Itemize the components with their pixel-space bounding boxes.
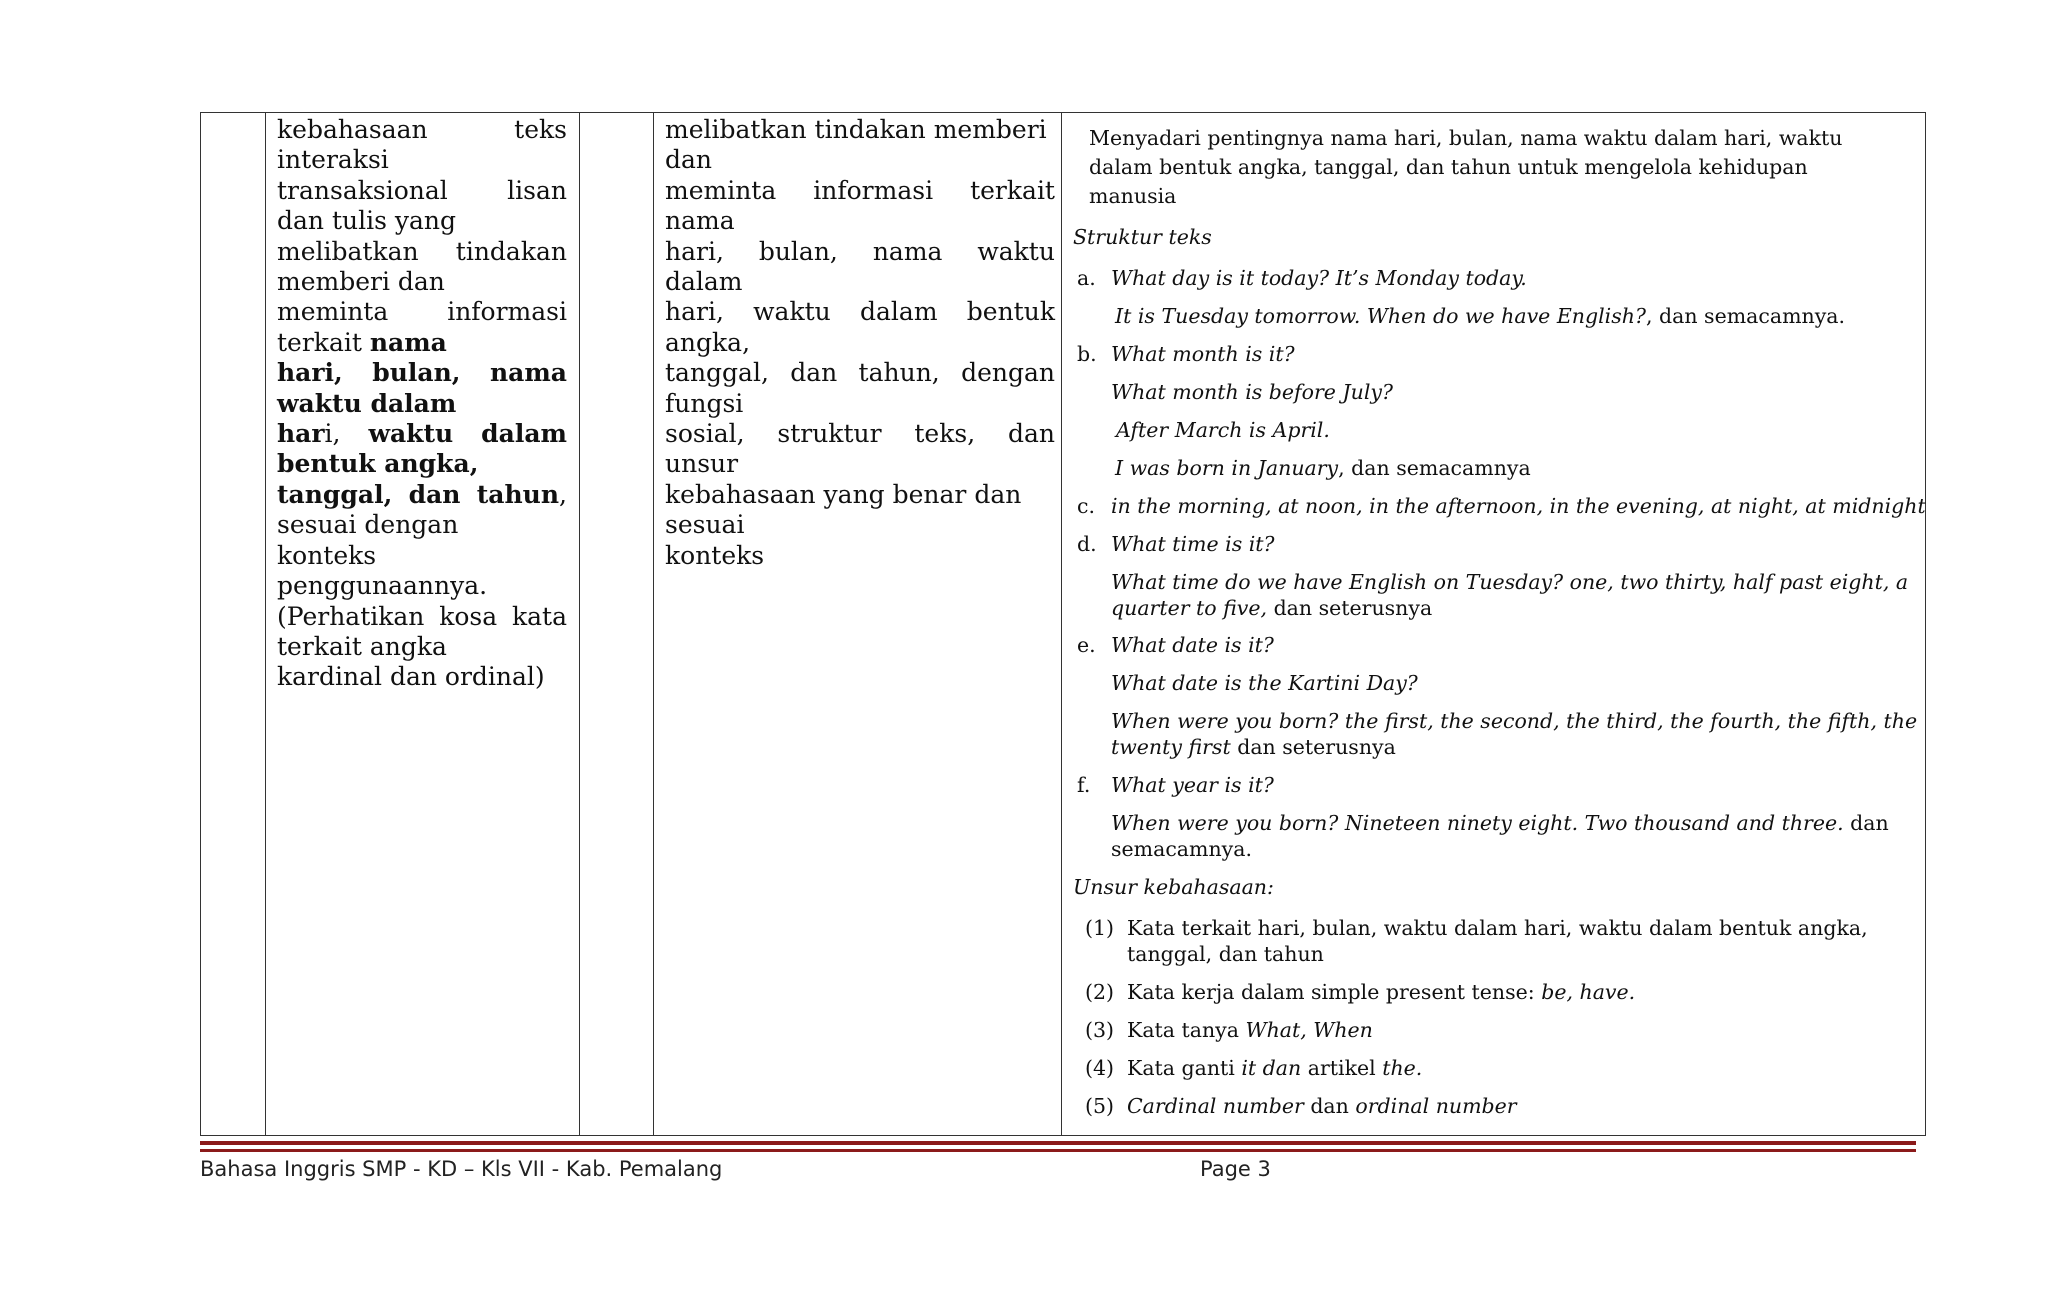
text: kardinal dan ordinal) bbox=[277, 662, 545, 692]
text: memberi dan bbox=[277, 267, 445, 297]
text: har bbox=[277, 419, 325, 449]
list-marker: b. bbox=[1077, 342, 1097, 366]
text: teks, bbox=[914, 419, 976, 449]
text: dan bbox=[408, 479, 461, 509]
text: nama bbox=[665, 206, 735, 236]
text: dan bbox=[790, 358, 838, 388]
text: teks bbox=[514, 115, 567, 144]
intro-text: manusia bbox=[1089, 184, 1177, 208]
competency-column bbox=[277, 115, 567, 693]
text: sesuai bbox=[665, 510, 745, 540]
list-marker: c. bbox=[1077, 494, 1095, 518]
text: kebahasaan yang benar dan bbox=[665, 479, 1022, 509]
text: the. bbox=[1382, 1056, 1423, 1080]
text: dan tulis yang bbox=[277, 206, 457, 236]
text: bulan, bbox=[372, 358, 461, 388]
list-item: What date is it? bbox=[1111, 633, 1274, 657]
list-item: What day is it today? It’s Monday today. bbox=[1111, 266, 1527, 290]
list-item: Kata tanya bbox=[1127, 1018, 1246, 1042]
text: dan bbox=[1303, 1094, 1356, 1118]
objective-column bbox=[665, 115, 1055, 571]
list-item: What year is it? bbox=[1111, 773, 1274, 797]
text: nama bbox=[489, 358, 567, 388]
text: interaksi bbox=[277, 145, 389, 175]
text: melibatkan bbox=[277, 236, 419, 266]
text: tanggal, bbox=[277, 479, 393, 509]
list-item: tanggal, dan tahun bbox=[1127, 942, 1324, 966]
text: , bbox=[559, 479, 567, 509]
list-marker: (2) bbox=[1085, 980, 1115, 1004]
list-marker: (4) bbox=[1085, 1056, 1115, 1080]
text: tahun bbox=[476, 479, 560, 509]
list-item: What month is it? bbox=[1111, 342, 1295, 366]
list-marker: f. bbox=[1077, 773, 1091, 797]
text: bulan, bbox=[758, 236, 838, 266]
column-divider bbox=[579, 113, 580, 1135]
footer-page-number: Page 3 bbox=[1200, 1157, 1271, 1181]
text: waktu dalam bbox=[277, 388, 457, 418]
text: nama bbox=[369, 327, 447, 357]
footer-rule bbox=[200, 1141, 1916, 1145]
list-marker: e. bbox=[1077, 633, 1096, 657]
list-marker: (3) bbox=[1085, 1018, 1115, 1042]
text: kosa bbox=[439, 601, 498, 631]
text: struktur bbox=[777, 419, 882, 449]
column-divider bbox=[653, 113, 654, 1135]
text: sesuai dengan bbox=[277, 510, 459, 540]
text: , dan semacamnya bbox=[1338, 456, 1531, 480]
text: i, bbox=[324, 419, 341, 449]
list-item: in the morning, at noon, in the afternoon, in the evening, at night, at midnight bbox=[1111, 494, 1926, 518]
footer-document-title: Bahasa Inggris SMP - KD – Kls VII - Kab. Pemalang bbox=[200, 1157, 723, 1181]
text: dengan bbox=[961, 358, 1055, 388]
text: waktu bbox=[977, 236, 1055, 266]
list-item: What date is the Kartini Day? bbox=[1111, 671, 1418, 695]
text: fungsi bbox=[665, 388, 744, 418]
text: nama bbox=[872, 236, 943, 266]
text: lisan bbox=[507, 175, 567, 205]
text: angka, bbox=[665, 327, 751, 357]
intro-text: Menyadari pentingnya nama hari, bulan, nama waktu dalam hari, waktu bbox=[1089, 126, 1843, 150]
text: tindakan bbox=[455, 236, 567, 266]
text: What, When bbox=[1245, 1018, 1373, 1042]
list-item: twenty first bbox=[1111, 735, 1231, 759]
column-divider bbox=[1061, 113, 1062, 1135]
list-item: What time do we have English on Tuesday? one, two thirty, half past eight, a bbox=[1111, 570, 1909, 594]
list-item: It is Tuesday tomorrow. When do we have English? bbox=[1115, 304, 1646, 328]
list-item: After March is April. bbox=[1116, 418, 1330, 442]
text: dalam bbox=[481, 419, 567, 449]
material-column bbox=[1073, 125, 1926, 1125]
list-item: Kata kerja dalam simple present tense: bbox=[1127, 980, 1542, 1004]
text: dan bbox=[1843, 811, 1889, 835]
text: meminta bbox=[277, 297, 389, 327]
list-item: When were you born? Nineteen ninety eight. Two thousand and three. bbox=[1111, 811, 1844, 835]
text: waktu bbox=[368, 419, 454, 449]
list-item: Kata terkait hari, bulan, waktu dalam hari, waktu dalam bentuk angka, bbox=[1127, 916, 1868, 940]
list-marker: (5) bbox=[1085, 1094, 1115, 1118]
text: dan seterusnya bbox=[1230, 735, 1396, 759]
list-marker: a. bbox=[1077, 266, 1096, 290]
content-table bbox=[200, 112, 1926, 1136]
text: tanggal, bbox=[665, 358, 769, 388]
text: bentuk angka, bbox=[277, 449, 479, 479]
text: , dan semacamnya. bbox=[1645, 304, 1846, 328]
list-marker: (1) bbox=[1085, 916, 1115, 940]
text: informasi bbox=[447, 297, 567, 327]
intro-text: dalam bentuk angka, tanggal, dan tahun untuk mengelola kehidupan bbox=[1089, 155, 1808, 179]
list-item: What month is before July? bbox=[1111, 380, 1393, 404]
list-item: Cardinal number bbox=[1127, 1094, 1304, 1118]
text: waktu bbox=[753, 297, 831, 327]
text: konteks bbox=[277, 540, 377, 570]
text: semacamnya. bbox=[1111, 837, 1252, 861]
text: it dan bbox=[1241, 1056, 1302, 1080]
text: kata bbox=[511, 601, 567, 631]
footer-rule bbox=[200, 1149, 1916, 1152]
text: dalam bbox=[665, 267, 743, 297]
text: melibatkan tindakan memberi bbox=[665, 115, 1047, 144]
section-heading: Struktur teks bbox=[1073, 225, 1212, 249]
text: sosial, bbox=[665, 419, 745, 449]
list-item: I was born in January bbox=[1115, 456, 1339, 480]
text: unsur bbox=[665, 449, 739, 479]
list-item: quarter to five, bbox=[1111, 596, 1268, 620]
text: hari, bbox=[665, 236, 724, 266]
text: be, have. bbox=[1541, 980, 1636, 1004]
text: hari, bbox=[277, 358, 343, 388]
text: terkait angka bbox=[277, 631, 447, 661]
list-item: Kata ganti bbox=[1127, 1056, 1242, 1080]
text: dan bbox=[665, 145, 713, 175]
list-item: What time is it? bbox=[1111, 532, 1275, 556]
column-divider bbox=[265, 113, 266, 1135]
text: dan seterusnya bbox=[1267, 596, 1433, 620]
text: kebahasaan bbox=[277, 115, 428, 144]
text: tahun, bbox=[858, 358, 940, 388]
text: terkait bbox=[970, 175, 1055, 205]
text: informasi bbox=[813, 175, 934, 205]
text: penggunaannya. bbox=[277, 571, 488, 601]
text: (Perhatikan bbox=[277, 601, 425, 631]
text: transaksional bbox=[277, 175, 448, 205]
text: dalam bbox=[860, 297, 938, 327]
text: bentuk bbox=[966, 297, 1055, 327]
text: terkait bbox=[277, 327, 370, 357]
list-item: When were you born? the first, the second, the third, the fourth, the fifth, the bbox=[1111, 709, 1918, 733]
text: konteks bbox=[665, 540, 765, 570]
text: dan bbox=[1007, 419, 1055, 449]
list-marker: d. bbox=[1077, 532, 1097, 556]
text: ordinal number bbox=[1355, 1094, 1517, 1118]
text: meminta bbox=[665, 175, 777, 205]
text: artikel bbox=[1301, 1056, 1383, 1080]
section-heading: Unsur kebahasaan: bbox=[1073, 875, 1274, 899]
text: hari, bbox=[665, 297, 724, 327]
